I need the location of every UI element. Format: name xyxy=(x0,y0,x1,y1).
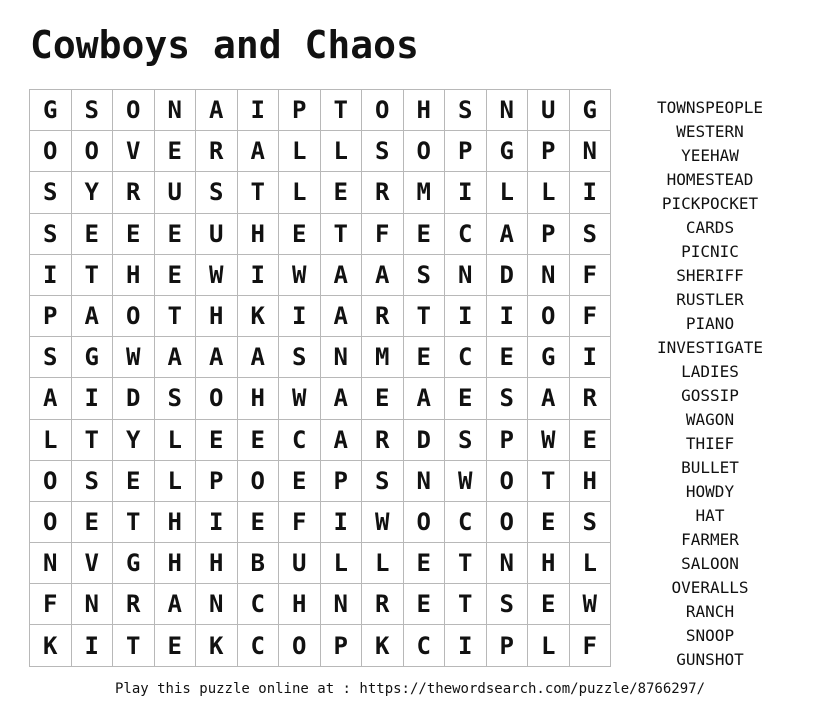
grid-cell[interactable]: S xyxy=(362,461,404,502)
grid-cell[interactable]: W xyxy=(528,420,570,461)
grid-cell[interactable]: W xyxy=(445,461,487,502)
grid-cell[interactable]: F xyxy=(30,584,72,625)
grid-cell[interactable]: A xyxy=(30,378,72,419)
grid-cell[interactable]: F xyxy=(570,625,612,666)
grid-cell[interactable]: S xyxy=(404,255,446,296)
word-list-item: SNOOP xyxy=(685,626,735,645)
grid-cell[interactable]: I xyxy=(445,296,487,337)
grid-cell[interactable]: P xyxy=(528,131,570,172)
grid-cell[interactable]: T xyxy=(238,172,280,213)
grid-cell[interactable]: H xyxy=(196,296,238,337)
grid-cell[interactable]: R xyxy=(196,131,238,172)
grid-cell[interactable]: N xyxy=(487,543,529,584)
word-list-item: BULLET xyxy=(681,458,739,477)
grid-cell[interactable]: T xyxy=(72,420,114,461)
grid-cell[interactable]: I xyxy=(238,90,280,131)
grid-cell[interactable]: H xyxy=(238,214,280,255)
word-list-item: CARDS xyxy=(685,218,735,237)
grid-cell[interactable]: E xyxy=(404,214,446,255)
grid-cell[interactable]: O xyxy=(404,502,446,543)
grid-cell[interactable]: A xyxy=(196,337,238,378)
grid-cell[interactable]: P xyxy=(196,461,238,502)
grid-cell[interactable]: O xyxy=(113,90,155,131)
grid-cell[interactable]: A xyxy=(321,255,363,296)
grid-cell[interactable]: C xyxy=(404,625,446,666)
grid-cell[interactable]: E xyxy=(528,502,570,543)
grid-cell[interactable]: D xyxy=(487,255,529,296)
grid-cell[interactable]: W xyxy=(279,255,321,296)
grid-cell[interactable]: S xyxy=(570,502,612,543)
grid-cell[interactable]: N xyxy=(528,255,570,296)
word-list-item: TOWNSPEOPLE xyxy=(657,98,763,117)
grid-cell[interactable]: O xyxy=(196,378,238,419)
grid-cell[interactable]: L xyxy=(279,172,321,213)
grid-cell[interactable]: S xyxy=(30,172,72,213)
word-list-item: HAT xyxy=(695,506,725,525)
grid-cell[interactable]: E xyxy=(404,543,446,584)
grid-cell[interactable]: G xyxy=(113,543,155,584)
letter-grid xyxy=(29,89,611,667)
word-list xyxy=(620,96,800,672)
grid-cell[interactable]: S xyxy=(445,420,487,461)
grid-cell[interactable]: A xyxy=(72,296,114,337)
grid-cell[interactable]: N xyxy=(30,543,72,584)
grid-cell[interactable]: H xyxy=(113,255,155,296)
grid-cell[interactable]: T xyxy=(528,461,570,502)
grid-cell[interactable]: N xyxy=(155,90,197,131)
grid-cell[interactable]: U xyxy=(196,214,238,255)
grid-cell[interactable]: L xyxy=(570,543,612,584)
grid-cell[interactable]: N xyxy=(487,90,529,131)
grid-cell[interactable]: H xyxy=(528,543,570,584)
grid-cell[interactable]: O xyxy=(487,461,529,502)
grid-cell[interactable]: E xyxy=(238,502,280,543)
grid-cell[interactable]: T xyxy=(113,502,155,543)
grid-cell[interactable]: Y xyxy=(113,420,155,461)
grid-cell[interactable]: E xyxy=(113,214,155,255)
grid-cell[interactable]: C xyxy=(279,420,321,461)
grid-cell[interactable]: E xyxy=(155,214,197,255)
grid-cell[interactable]: I xyxy=(445,172,487,213)
grid-cell[interactable]: S xyxy=(279,337,321,378)
grid-cell[interactable]: C xyxy=(445,502,487,543)
grid-cell[interactable]: A xyxy=(321,296,363,337)
grid-cell[interactable]: O xyxy=(238,461,280,502)
grid-cell[interactable]: I xyxy=(238,255,280,296)
grid-cell[interactable]: G xyxy=(72,337,114,378)
word-list-item: RANCH xyxy=(685,602,735,621)
grid-cell[interactable]: H xyxy=(570,461,612,502)
grid-cell[interactable]: A xyxy=(238,131,280,172)
grid-cell[interactable]: E xyxy=(321,172,363,213)
grid-cell[interactable]: M xyxy=(404,172,446,213)
grid-cell[interactable]: T xyxy=(445,584,487,625)
grid-cell[interactable]: E xyxy=(404,337,446,378)
grid-cell[interactable]: S xyxy=(487,584,529,625)
grid-cell[interactable]: F xyxy=(279,502,321,543)
grid-cell[interactable]: I xyxy=(279,296,321,337)
word-list-item: RUSTLER xyxy=(676,290,744,309)
grid-cell[interactable]: E xyxy=(362,378,404,419)
grid-cell[interactable]: E xyxy=(487,337,529,378)
grid-cell[interactable]: P xyxy=(445,131,487,172)
grid-cell[interactable]: G xyxy=(528,337,570,378)
word-list-item: INVESTIGATE xyxy=(657,338,763,357)
grid-cell[interactable]: E xyxy=(238,420,280,461)
grid-cell[interactable]: A xyxy=(321,378,363,419)
word-list-item: SHERIFF xyxy=(676,266,744,285)
grid-cell[interactable]: D xyxy=(404,420,446,461)
grid-cell[interactable]: E xyxy=(279,214,321,255)
grid-cell[interactable]: E xyxy=(72,502,114,543)
grid-cell[interactable]: O xyxy=(113,296,155,337)
grid-cell[interactable]: L xyxy=(155,461,197,502)
grid-cell[interactable]: Y xyxy=(72,172,114,213)
grid-cell[interactable]: R xyxy=(362,420,404,461)
grid-cell[interactable]: G xyxy=(570,90,612,131)
grid-cell[interactable]: A xyxy=(238,337,280,378)
grid-cell[interactable]: E xyxy=(155,255,197,296)
grid-cell[interactable]: E xyxy=(404,584,446,625)
grid-cell[interactable]: A xyxy=(155,584,197,625)
grid-cell[interactable]: S xyxy=(30,337,72,378)
grid-cell[interactable]: U xyxy=(155,172,197,213)
word-list-item: SALOON xyxy=(681,554,739,573)
grid-cell[interactable]: P xyxy=(321,625,363,666)
grid-cell[interactable]: E xyxy=(528,584,570,625)
grid-cell[interactable]: K xyxy=(196,625,238,666)
grid-cell[interactable]: I xyxy=(72,378,114,419)
grid-cell[interactable]: L xyxy=(30,420,72,461)
grid-cell[interactable]: W xyxy=(362,502,404,543)
grid-cell[interactable]: E xyxy=(196,420,238,461)
grid-cell[interactable]: D xyxy=(113,378,155,419)
grid-cell[interactable]: W xyxy=(196,255,238,296)
grid-cell[interactable]: C xyxy=(238,584,280,625)
word-list-item: LADIES xyxy=(681,362,739,381)
grid-cell[interactable]: O xyxy=(30,502,72,543)
grid-cell[interactable]: T xyxy=(445,543,487,584)
grid-cell[interactable]: E xyxy=(155,131,197,172)
grid-cell[interactable]: E xyxy=(279,461,321,502)
word-list-item: PIANO xyxy=(685,314,735,333)
grid-cell[interactable]: A xyxy=(487,214,529,255)
word-list-item: YEEHAW xyxy=(681,146,739,165)
grid-cell[interactable]: S xyxy=(362,131,404,172)
puzzle-title: Cowboys and Chaos xyxy=(30,23,419,67)
grid-cell[interactable]: I xyxy=(570,337,612,378)
grid-cell[interactable]: F xyxy=(570,296,612,337)
grid-cell[interactable]: E xyxy=(445,378,487,419)
grid-cell[interactable]: K xyxy=(362,625,404,666)
grid-cell[interactable]: N xyxy=(445,255,487,296)
grid-cell[interactable]: T xyxy=(72,255,114,296)
grid-cell[interactable]: I xyxy=(321,502,363,543)
grid-cell[interactable]: O xyxy=(30,131,72,172)
grid-cell[interactable]: K xyxy=(30,625,72,666)
word-list-item: WESTERN xyxy=(676,122,744,141)
grid-cell[interactable]: S xyxy=(570,214,612,255)
word-list-item: PICNIC xyxy=(681,242,739,261)
grid-cell[interactable]: T xyxy=(404,296,446,337)
grid-cell[interactable]: S xyxy=(196,172,238,213)
grid-cell[interactable]: N xyxy=(404,461,446,502)
grid-cell[interactable]: N xyxy=(72,584,114,625)
grid-cell[interactable]: C xyxy=(445,214,487,255)
grid-cell[interactable]: U xyxy=(279,543,321,584)
grid-cell[interactable]: H xyxy=(404,90,446,131)
grid-cell[interactable]: E xyxy=(155,625,197,666)
grid-cell[interactable]: T xyxy=(321,90,363,131)
grid-cell[interactable]: L xyxy=(321,543,363,584)
grid-cell[interactable]: A xyxy=(362,255,404,296)
grid-cell[interactable]: R xyxy=(113,172,155,213)
grid-cell[interactable]: R xyxy=(362,172,404,213)
grid-cell[interactable]: C xyxy=(445,337,487,378)
grid-cell[interactable]: K xyxy=(238,296,280,337)
grid-cell[interactable]: V xyxy=(72,543,114,584)
word-list-item: GUNSHOT xyxy=(676,650,744,669)
grid-cell[interactable]: S xyxy=(445,90,487,131)
grid-cell[interactable]: A xyxy=(528,378,570,419)
grid-cell[interactable]: I xyxy=(570,172,612,213)
play-online-footer: Play this puzzle online at : https://thewordsearch.com/puzzle/8766297/ xyxy=(114,681,705,697)
grid-cell[interactable]: T xyxy=(155,296,197,337)
word-list-item: FARMER xyxy=(681,530,739,549)
grid-cell[interactable]: T xyxy=(113,625,155,666)
grid-cell[interactable]: A xyxy=(196,90,238,131)
grid-cell[interactable]: R xyxy=(362,584,404,625)
grid-cell[interactable]: O xyxy=(487,502,529,543)
grid-cell[interactable]: R xyxy=(113,584,155,625)
grid-cell[interactable]: S xyxy=(487,378,529,419)
grid-cell[interactable]: W xyxy=(279,378,321,419)
word-list-item: GOSSIP xyxy=(681,386,739,405)
grid-cell[interactable]: W xyxy=(570,584,612,625)
grid-cell[interactable]: L xyxy=(155,420,197,461)
grid-cell[interactable]: N xyxy=(570,131,612,172)
grid-cell[interactable]: H xyxy=(155,543,197,584)
grid-cell[interactable]: P xyxy=(528,214,570,255)
word-list-item: OVERALLS xyxy=(671,578,749,597)
grid-cell[interactable]: S xyxy=(72,461,114,502)
grid-cell[interactable]: H xyxy=(279,584,321,625)
grid-cell[interactable]: H xyxy=(196,543,238,584)
grid-cell[interactable]: L xyxy=(528,172,570,213)
grid-cell[interactable]: L xyxy=(321,131,363,172)
word-list-item: HOWDY xyxy=(685,482,735,501)
grid-cell[interactable]: N xyxy=(196,584,238,625)
grid-cell[interactable]: G xyxy=(30,90,72,131)
grid-cell[interactable]: G xyxy=(487,131,529,172)
word-list-item: WAGON xyxy=(685,410,735,429)
grid-cell[interactable]: N xyxy=(321,337,363,378)
grid-cell[interactable]: P xyxy=(487,420,529,461)
grid-cell[interactable]: H xyxy=(238,378,280,419)
grid-cell[interactable]: A xyxy=(404,378,446,419)
grid-cell[interactable]: L xyxy=(279,131,321,172)
grid-cell[interactable]: S xyxy=(30,214,72,255)
grid-cell[interactable]: V xyxy=(113,131,155,172)
grid-cell[interactable]: I xyxy=(72,625,114,666)
word-list-item: PICKPOCKET xyxy=(661,194,759,213)
grid-cell[interactable]: I xyxy=(30,255,72,296)
grid-cell[interactable]: O xyxy=(279,625,321,666)
grid-cell[interactable]: A xyxy=(155,337,197,378)
grid-cell[interactable]: O xyxy=(30,461,72,502)
word-list-item: HOMESTEAD xyxy=(666,170,754,189)
grid-cell[interactable]: L xyxy=(362,543,404,584)
grid-cell[interactable]: F xyxy=(362,214,404,255)
grid-cell[interactable]: E xyxy=(113,461,155,502)
grid-cell[interactable]: U xyxy=(528,90,570,131)
grid-cell[interactable]: R xyxy=(362,296,404,337)
grid-cell[interactable]: O xyxy=(362,90,404,131)
grid-cell[interactable]: I xyxy=(445,625,487,666)
grid-cell[interactable]: E xyxy=(570,420,612,461)
grid-cell[interactable]: N xyxy=(321,584,363,625)
grid-cell[interactable]: O xyxy=(528,296,570,337)
grid-cell[interactable]: H xyxy=(155,502,197,543)
grid-cell[interactable]: E xyxy=(72,214,114,255)
grid-cell[interactable]: P xyxy=(321,461,363,502)
grid-cell[interactable]: B xyxy=(238,543,280,584)
grid-cell[interactable]: O xyxy=(72,131,114,172)
grid-cell[interactable]: W xyxy=(113,337,155,378)
grid-cell[interactable]: T xyxy=(321,214,363,255)
grid-cell[interactable]: S xyxy=(155,378,197,419)
grid-cell[interactable]: L xyxy=(528,625,570,666)
grid-cell[interactable]: M xyxy=(362,337,404,378)
grid-cell[interactable]: P xyxy=(279,90,321,131)
grid-cell[interactable]: C xyxy=(238,625,280,666)
grid-cell[interactable]: L xyxy=(487,172,529,213)
grid-cell[interactable]: F xyxy=(570,255,612,296)
grid-cell[interactable]: I xyxy=(196,502,238,543)
grid-cell[interactable]: O xyxy=(404,131,446,172)
grid-cell[interactable]: R xyxy=(570,378,612,419)
word-list-item: THIEF xyxy=(685,434,735,453)
grid-cell[interactable]: S xyxy=(72,90,114,131)
grid-cell[interactable]: A xyxy=(321,420,363,461)
grid-cell[interactable]: P xyxy=(487,625,529,666)
grid-cell[interactable]: I xyxy=(487,296,529,337)
grid-cell[interactable]: P xyxy=(30,296,72,337)
